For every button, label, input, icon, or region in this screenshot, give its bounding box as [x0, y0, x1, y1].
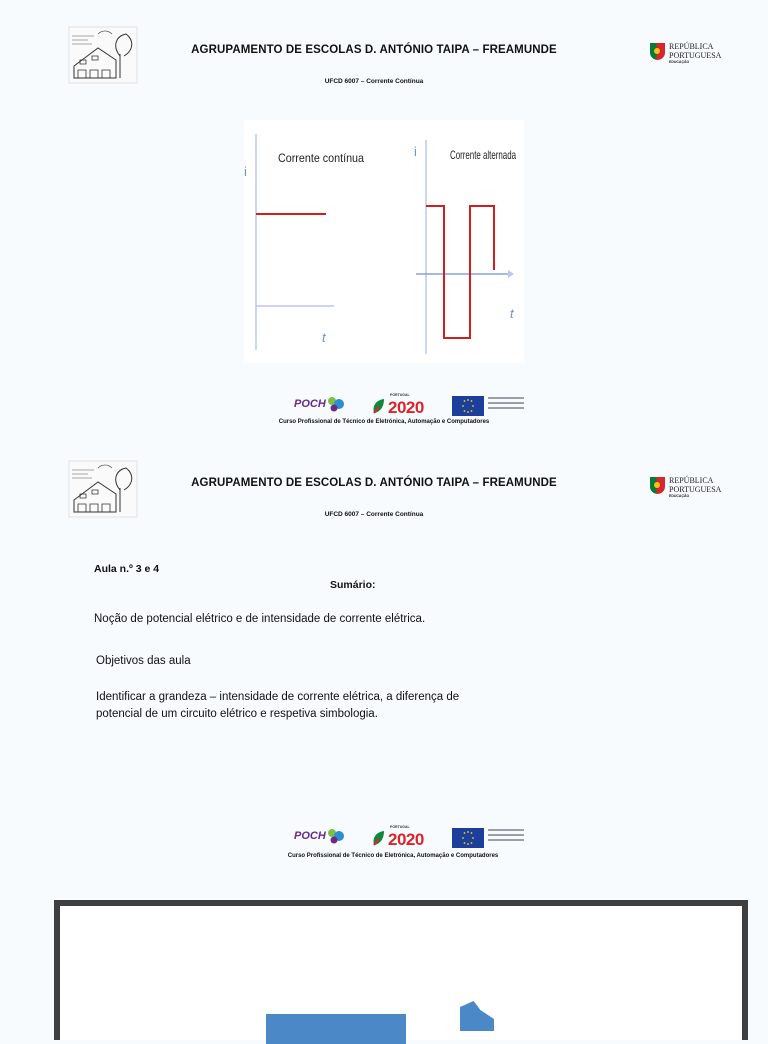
p2020-tag: PORTUGAL: [390, 393, 410, 397]
gov-logo-line-1: REPÚBLICA: [669, 476, 714, 485]
ac-signal-line: [426, 206, 494, 338]
document-page-2: [0, 440, 768, 872]
course-name: Curso Profissional de Técnico de Eletrónica, Automação e Computadores: [287, 853, 499, 859]
school-name: AGRUPAMENTO DE ESCOLAS D. ANTÓNIO TAIPA – FREAMUNDE: [191, 477, 557, 489]
eu-flag-icon: [452, 396, 484, 416]
current-graphs-image: [244, 120, 524, 363]
dc-title: Corrente contínua: [278, 151, 365, 165]
course-name: Curso Profissional de Técnico de Eletrónica, Automação e Computadores: [278, 419, 490, 425]
preview-blue-shape: [266, 1014, 406, 1044]
summary-heading: Sumário:: [330, 579, 376, 591]
poch-logo: POCH: [294, 398, 326, 410]
current-graphs-svg: [244, 120, 524, 363]
portugal-shield-icon: [650, 477, 665, 494]
funding-logos: [290, 394, 530, 418]
school-logo: [68, 460, 138, 518]
gov-logo-line-2: PORTUGUESA: [669, 51, 722, 60]
document-page-1: [0, 0, 768, 440]
republica-portuguesa-logo: [650, 40, 730, 70]
portugal-2020-logo: [372, 826, 442, 848]
p2020-leaf-icon: [372, 398, 386, 414]
ufcd-subtitle: UFCD 6007 – Corrente Contínua: [324, 78, 424, 85]
ac-x-arrow-icon: [508, 270, 514, 278]
objectives-line-1: Identificar a grandeza – intensidade de corrente elétrica, a diferença de: [96, 691, 460, 703]
portugal-shield-icon: [650, 43, 665, 60]
dc-y-label: i: [244, 164, 247, 179]
ac-y-label: i: [414, 144, 417, 159]
gov-logo-line-1: REPÚBLICA: [669, 42, 714, 51]
school-logo: [68, 26, 138, 84]
ac-x-label: t: [510, 306, 514, 321]
ufcd-subtitle: UFCD 6007 – Corrente Contínua: [324, 511, 424, 518]
objectives-text: [96, 689, 536, 723]
eu-flag-icon: [452, 828, 484, 848]
p2020-leaf-icon: [372, 830, 386, 846]
summary-topic: Noção de potencial elétrico e de intensidade de corrente elétrica.: [94, 613, 426, 625]
funding-logos: [290, 826, 530, 850]
gov-logo-line-2: PORTUGUESA: [669, 485, 722, 494]
poch-swirl-icon: [326, 395, 346, 413]
p2020-word: 2020: [388, 830, 424, 849]
gov-logo-sub: EDUCAÇÃO: [669, 494, 690, 498]
eu-fund-text: [488, 397, 524, 413]
portugal-2020-logo: [372, 394, 442, 416]
p2020-tag: PORTUGAL: [390, 825, 410, 829]
poch-logo: POCH: [294, 830, 326, 842]
next-page-canvas: [60, 906, 742, 1040]
poch-swirl-icon: [326, 827, 346, 845]
preview-blue-shape-2: [460, 1001, 494, 1031]
gov-logo-sub: EDUCAÇÃO: [669, 60, 690, 64]
eu-fund-text: [488, 829, 524, 845]
objectives-line-2: potencial de um circuito elétrico e respetiva simbologia.: [96, 708, 378, 720]
ac-title: Corrente alternada: [450, 148, 517, 162]
p2020-word: 2020: [388, 398, 424, 417]
lesson-number: Aula n.º 3 e 4: [94, 563, 160, 575]
school-name: AGRUPAMENTO DE ESCOLAS D. ANTÓNIO TAIPA – FREAMUNDE: [191, 44, 557, 56]
next-page-preview[interactable]: [54, 900, 748, 1040]
republica-portuguesa-logo: [650, 474, 730, 504]
objectives-heading: Objetivos das aula: [96, 655, 191, 667]
dc-x-label: t: [322, 330, 326, 345]
